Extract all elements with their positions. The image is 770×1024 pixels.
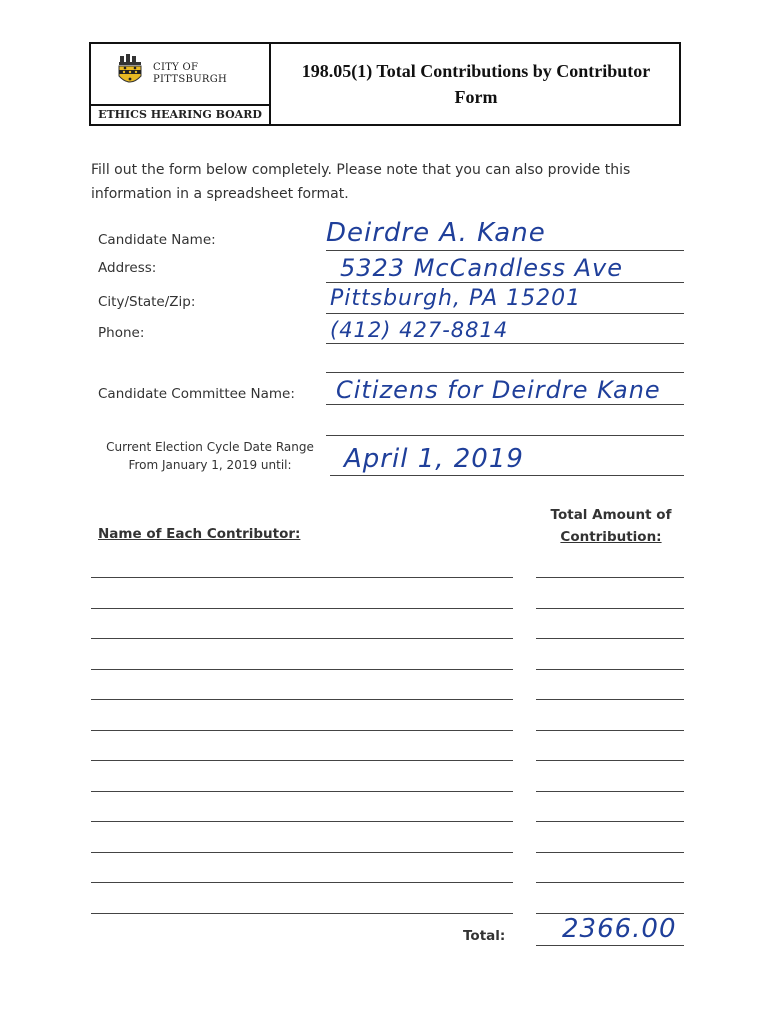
phone-value[interactable]: (412) 427-8814 — [330, 318, 509, 342]
phone-line — [326, 343, 684, 344]
contributor-name-line[interactable] — [91, 791, 513, 792]
contributor-name-line[interactable] — [91, 882, 513, 883]
contributor-name-line[interactable] — [91, 913, 513, 914]
contributor-name-line[interactable] — [91, 608, 513, 609]
committee-name-line — [326, 404, 684, 405]
instructions-line-1: Fill out the form below completely. Please note that you can also provide this — [91, 162, 631, 178]
city-state-zip-line — [326, 313, 684, 314]
candidate-name-label: Candidate Name: — [98, 232, 216, 248]
city-line-2: PITTSBURGH — [153, 74, 228, 85]
committee-name-label: Candidate Committee Name: — [98, 386, 295, 402]
logo-cell — [91, 44, 271, 124]
contribution-amount-line[interactable] — [536, 638, 684, 639]
form-title-line-1: 198.05(1) Total Contributions by Contributor — [301, 61, 651, 81]
contributor-name-line[interactable] — [91, 699, 513, 700]
contributor-name-line[interactable] — [91, 730, 513, 731]
contribution-amount-line[interactable] — [536, 821, 684, 822]
instructions-line-2: information in a spreadsheet format. — [91, 186, 349, 202]
phone-extra-line — [326, 372, 684, 373]
contribution-amount-header — [536, 504, 686, 548]
board-name: ETHICS HEARING BOARD — [91, 104, 269, 124]
city-line-1: CITY OF — [153, 62, 199, 73]
contributor-name-line[interactable] — [91, 577, 513, 578]
committee-name-value[interactable]: Citizens for Deirdre Kane — [336, 376, 661, 404]
city-name — [153, 62, 227, 86]
phone-label: Phone: — [98, 325, 145, 341]
contribution-amount-line[interactable] — [536, 669, 684, 670]
contribution-amount-line[interactable] — [536, 699, 684, 700]
address-label: Address: — [98, 260, 157, 276]
contribution-amount-line[interactable] — [536, 791, 684, 792]
date-range-label-line-1: Current Election Cycle Date Range — [106, 440, 314, 454]
contribution-amount-line[interactable] — [536, 608, 684, 609]
city-state-zip-label: City/State/Zip: — [98, 294, 196, 310]
date-range-label — [98, 438, 322, 474]
date-range-value[interactable]: April 1, 2019 — [344, 444, 524, 474]
contribution-amount-line[interactable] — [536, 577, 684, 578]
candidate-name-line — [326, 250, 684, 251]
instructions — [91, 158, 691, 206]
amount-header-line-1: Total Amount of — [550, 507, 672, 523]
date-range-line — [330, 475, 684, 476]
contribution-amount-line[interactable] — [536, 882, 684, 883]
address-line — [326, 282, 684, 283]
total-label: Total: — [463, 928, 506, 944]
contributor-name-header: Name of Each Contributor: — [98, 526, 301, 542]
form-title — [273, 58, 679, 110]
pittsburgh-seal-icon — [117, 54, 143, 90]
candidate-name-value[interactable]: Deirdre A. Kane — [326, 218, 546, 248]
city-state-zip-value[interactable]: Pittsburgh, PA 15201 — [330, 286, 582, 311]
contribution-amount-line[interactable] — [536, 730, 684, 731]
contributor-name-line[interactable] — [91, 852, 513, 853]
contributor-name-line[interactable] — [91, 821, 513, 822]
contributor-name-line[interactable] — [91, 760, 513, 761]
address-value[interactable]: 5323 McCandless Ave — [340, 254, 623, 282]
amount-header-line-2: Contribution: — [560, 529, 662, 545]
contribution-amount-line[interactable] — [536, 852, 684, 853]
contributor-name-line[interactable] — [91, 638, 513, 639]
date-range-label-line-2: From January 1, 2019 until: — [128, 458, 292, 472]
contribution-amount-line[interactable] — [536, 760, 684, 761]
form-title-line-2: Form — [454, 87, 498, 107]
form-header — [89, 42, 681, 126]
committee-extra-line — [326, 435, 684, 436]
contributor-name-line[interactable] — [91, 669, 513, 670]
total-value[interactable]: 2366.00 — [562, 914, 677, 944]
total-line — [536, 945, 684, 946]
